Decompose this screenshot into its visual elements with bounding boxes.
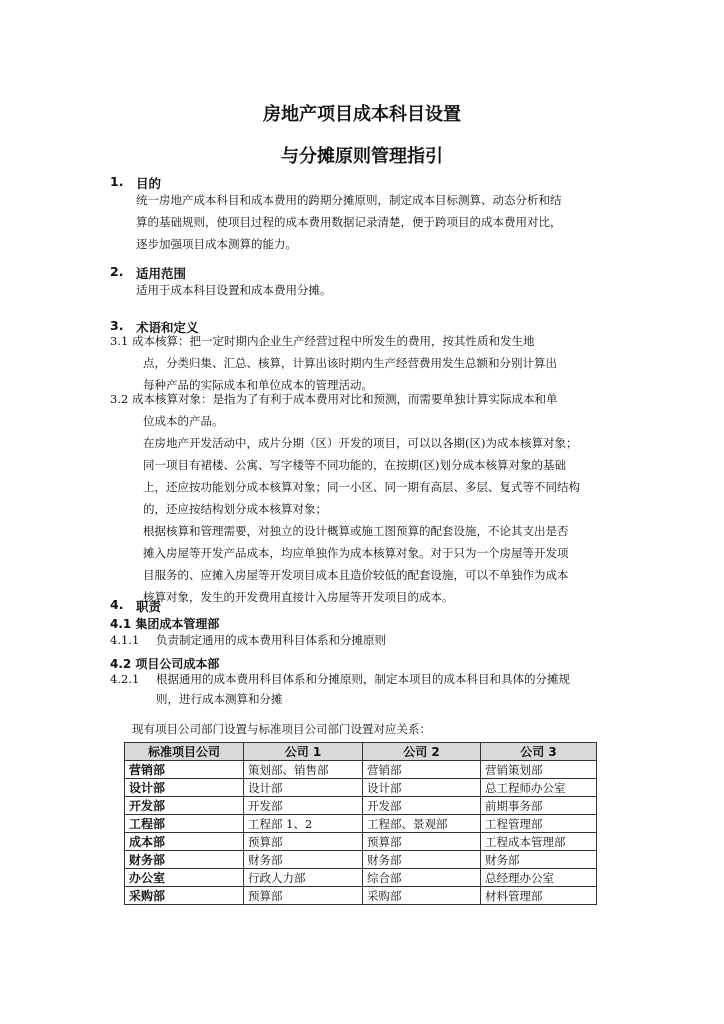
text-line: 统一房地产成本科目和成本费用的跨期分摊原则，制定成本目标测算、动态分析和结 bbox=[136, 193, 562, 207]
item-3-1-number: 3.1 bbox=[110, 334, 129, 348]
column-header: 公司 3 bbox=[481, 743, 597, 761]
text-line: 同一项目有裙楼、公寓、写字楼等不同功能的，在按期(区)划分成本核算对象的基础 bbox=[143, 458, 566, 472]
section-4-number: 4. bbox=[110, 597, 124, 612]
table-header-row bbox=[125, 743, 597, 761]
table-cell: 财务部 bbox=[481, 851, 597, 869]
item-3-1-first-line: 成本核算：把一定时期内企业生产经营过程中所发生的费用，按其性质和发生地 bbox=[132, 334, 535, 348]
item-4-2-1-second-line: 则，进行成本测算和分摊 bbox=[156, 692, 283, 706]
row-header: 工程部 bbox=[125, 815, 244, 833]
text-line: 适用于成本科目设置和成本费用分摊。 bbox=[136, 283, 332, 297]
table-cell: 设计部 bbox=[363, 779, 481, 797]
item-4-1-1-number: 4.1.1 bbox=[110, 633, 140, 647]
table-row bbox=[125, 815, 597, 833]
table-cell: 总工程师办公室 bbox=[481, 779, 597, 797]
row-header: 成本部 bbox=[125, 833, 244, 851]
item-4-2-1-first-line: 根据通用的成本费用科目体系和分摊原则，制定本项目的成本科目和具体的分摊规 bbox=[156, 672, 570, 686]
text-line: 根据核算和管理需要，对独立的设计概算或施工图预算的配套设施，不论其支出是否 bbox=[143, 524, 569, 538]
text-line: 上，还应按功能划分成本核算对象；同一小区、同一期有高层、多层、复式等不同结构 bbox=[143, 480, 580, 494]
row-header: 开发部 bbox=[125, 797, 244, 815]
column-header: 标准项目公司 bbox=[125, 743, 244, 761]
text-line: 逐步加强项目成本测算的能力。 bbox=[136, 237, 297, 251]
section-2-body bbox=[136, 279, 626, 301]
subsection-4-1-heading: 4.1 集团成本管理部 bbox=[110, 617, 220, 631]
table-cell: 开发部 bbox=[244, 797, 363, 815]
section-3-number: 3. bbox=[110, 318, 124, 333]
section-1-title: 目的 bbox=[136, 176, 162, 191]
table-cell: 财务部 bbox=[244, 851, 363, 869]
text-line: 核算对象，发生的开发费用直接计入房屋等开发项目的成本。 bbox=[143, 590, 454, 604]
row-header: 设计部 bbox=[125, 779, 244, 797]
table-row bbox=[125, 851, 597, 869]
table-cell: 采购部 bbox=[363, 887, 481, 905]
section-3-title: 术语和定义 bbox=[136, 320, 199, 335]
table-row bbox=[125, 869, 597, 887]
table-cell: 工程部、景观部 bbox=[363, 815, 481, 833]
table-cell: 预算部 bbox=[244, 833, 363, 851]
item-3-2-body bbox=[143, 410, 628, 608]
column-header: 公司 1 bbox=[244, 743, 363, 761]
department-mapping-table bbox=[124, 742, 597, 905]
table-row bbox=[125, 887, 597, 905]
section-2-title: 适用范围 bbox=[136, 266, 187, 281]
text-line: 算的基础规则，使项目过程的成本费用数据记录清楚，便于跨项目的成本费用对比， bbox=[136, 215, 562, 229]
table-row bbox=[125, 833, 597, 851]
table-cell: 工程部 1、2 bbox=[244, 815, 363, 833]
text-line: 位成本的产品。 bbox=[143, 414, 224, 428]
section-4-title: 职责 bbox=[136, 599, 162, 614]
text-line: 在房地产开发活动中，成片分期（区）开发的项目，可以以各期(区)为成本核算对象； bbox=[143, 436, 578, 450]
section-1-number: 1. bbox=[110, 174, 124, 189]
row-header: 采购部 bbox=[125, 887, 244, 905]
table-row bbox=[125, 779, 597, 797]
subsection-4-2-heading: 4.2 项目公司成本部 bbox=[110, 657, 220, 671]
table-cell: 开发部 bbox=[363, 797, 481, 815]
table-cell: 预算部 bbox=[244, 887, 363, 905]
table-cell: 材料管理部 bbox=[481, 887, 597, 905]
item-4-2-1-number: 4.2.1 bbox=[110, 672, 140, 686]
table-cell: 行政人力部 bbox=[244, 869, 363, 887]
table-cell: 营销部 bbox=[363, 761, 481, 779]
table-caption: 现有项目公司部门设置与标准项目公司部门设置对应关系： bbox=[132, 722, 431, 736]
document-title: 房地产项目成本科目设置 bbox=[263, 104, 461, 125]
table-cell: 营销策划部 bbox=[481, 761, 597, 779]
section-2-number: 2. bbox=[110, 264, 124, 279]
item-3-2-number: 3.2 bbox=[110, 392, 129, 406]
text-line: 目服务的、应摊入房屋等开发项目成本且造价较低的配套设施，可以不单独作为成本 bbox=[143, 568, 569, 582]
table-cell: 总经理办公室 bbox=[481, 869, 597, 887]
table-cell: 工程成本管理部 bbox=[481, 833, 597, 851]
section-1-body bbox=[136, 189, 626, 255]
column-header: 公司 2 bbox=[363, 743, 481, 761]
row-header: 办公室 bbox=[125, 869, 244, 887]
text-line: 点，分类归集、汇总、核算，计算出该时期内生产经营费用发生总额和分别计算出 bbox=[143, 356, 557, 370]
table-cell: 设计部 bbox=[244, 779, 363, 797]
row-header: 财务部 bbox=[125, 851, 244, 869]
table-cell: 策划部、销售部 bbox=[244, 761, 363, 779]
table-cell: 预算部 bbox=[363, 833, 481, 851]
row-header: 营销部 bbox=[125, 761, 244, 779]
table-cell: 财务部 bbox=[363, 851, 481, 869]
text-line: 摊入房屋等开发产品成本，均应单独作为成本核算对象。对于只为一个房屋等开发项 bbox=[143, 546, 569, 560]
table-row bbox=[125, 797, 597, 815]
table-cell: 工程管理部 bbox=[481, 815, 597, 833]
item-4-1-1-text: 负责制定通用的成本费用科目体系和分摊原则 bbox=[156, 633, 386, 647]
table-row bbox=[125, 761, 597, 779]
item-3-2-first-line: 成本核算对象：是指为了有利于成本费用对比和预测，而需要单独计算实际成本和单 bbox=[132, 392, 558, 406]
table-cell: 前期事务部 bbox=[481, 797, 597, 815]
text-line: 每种产品的实际成本和单位成本的管理活动。 bbox=[143, 378, 373, 392]
table-cell: 综合部 bbox=[363, 869, 481, 887]
document-subtitle: 与分摊原则管理指引 bbox=[281, 146, 443, 167]
text-line: 的，还应按结构划分成本核算对象； bbox=[143, 502, 327, 516]
